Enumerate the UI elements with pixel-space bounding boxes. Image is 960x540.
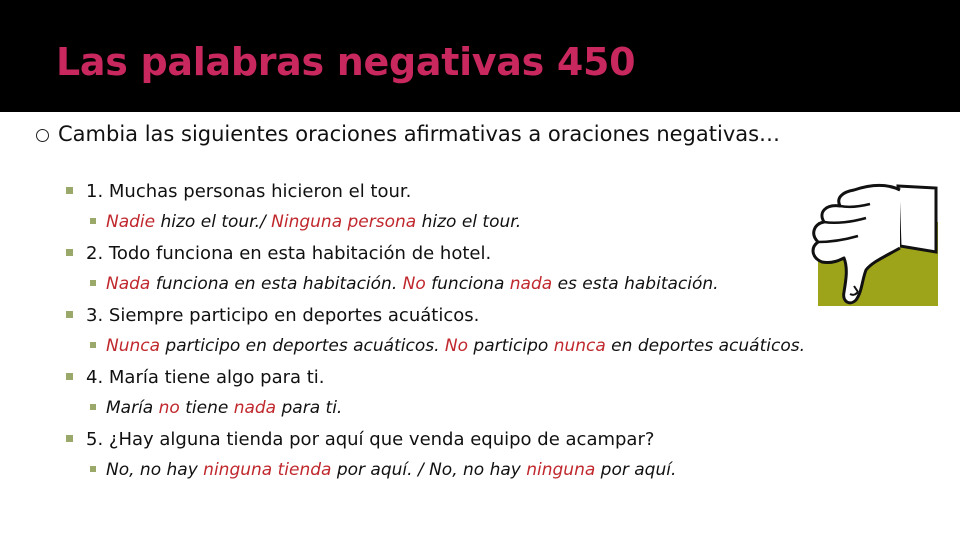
answer-text: tiene [179, 398, 234, 418]
answer-text: en deportes acuáticos. [605, 336, 805, 356]
answer-text: hizo el tour. [416, 212, 522, 232]
prompt-text: 5. ¿Hay alguna tienda por aquí que venda equipo de acampar? [86, 429, 655, 450]
square-bullet-icon [66, 187, 73, 194]
negative-word: nunca [553, 336, 606, 356]
exercise-prompt [66, 300, 805, 331]
instruction-text: Cambia las siguientes oraciones afirmativas a oraciones negativas… [58, 122, 781, 146]
square-bullet-icon [66, 435, 73, 442]
prompt-text: 4. María tiene algo para ti. [86, 367, 325, 388]
exercise-list [66, 176, 805, 486]
answer-text: para ti. [276, 398, 343, 418]
exercise-prompt [66, 424, 805, 455]
exercise-prompt [66, 362, 805, 393]
negative-word: Ninguna persona [271, 212, 417, 232]
answer-text: participo en deportes acuáticos. [160, 336, 445, 356]
square-bullet-icon [90, 404, 96, 410]
answer-text: No, no hay [106, 460, 204, 480]
negative-word: no [158, 398, 180, 418]
negative-word: Nada [106, 274, 151, 294]
negative-word: No [402, 274, 426, 294]
negative-word: ninguna tienda [203, 460, 332, 480]
square-bullet-icon [66, 249, 73, 256]
exercise-prompt [66, 176, 805, 207]
answer-text: es esta habitación. [552, 274, 719, 294]
square-bullet-icon [66, 373, 73, 380]
instruction [36, 120, 780, 148]
square-bullet-icon [90, 466, 96, 472]
answer-text: hizo el tour./ [155, 212, 272, 232]
thumbs-down-icon [796, 176, 938, 310]
prompt-text: 2. Todo funciona en esta habitación de hotel. [86, 243, 492, 264]
exercise-answer [66, 331, 805, 362]
exercise-prompt [66, 238, 805, 269]
answer-text: participo [468, 336, 554, 356]
square-bullet-icon [66, 311, 73, 318]
square-bullet-icon [90, 342, 96, 348]
answer-text: María [106, 398, 159, 418]
square-bullet-icon [90, 218, 96, 224]
square-bullet-icon [90, 280, 96, 286]
answer-text: funciona [425, 274, 510, 294]
negative-word: nada [509, 274, 553, 294]
negative-word: nada [233, 398, 277, 418]
negative-word: Nunca [106, 336, 161, 356]
exercise-answer [66, 207, 805, 238]
negative-word: ninguna [526, 460, 596, 480]
prompt-text: 1. Muchas personas hicieron el tour. [86, 181, 412, 202]
exercise-answer [66, 269, 805, 300]
slide-title: Las palabras negativas 450 [56, 40, 636, 84]
exercise-answer [66, 393, 805, 424]
negative-word: No [444, 336, 469, 356]
negative-word: Nadie [106, 212, 156, 232]
exercise-answer [66, 455, 805, 486]
answer-text: por aquí. / No, no hay [331, 460, 527, 480]
prompt-text: 3. Siempre participo en deportes acuáticos. [86, 305, 480, 326]
answer-text: funciona en esta habitación. [150, 274, 403, 294]
answer-text: por aquí. [595, 460, 677, 480]
circle-bullet-icon [36, 129, 49, 142]
